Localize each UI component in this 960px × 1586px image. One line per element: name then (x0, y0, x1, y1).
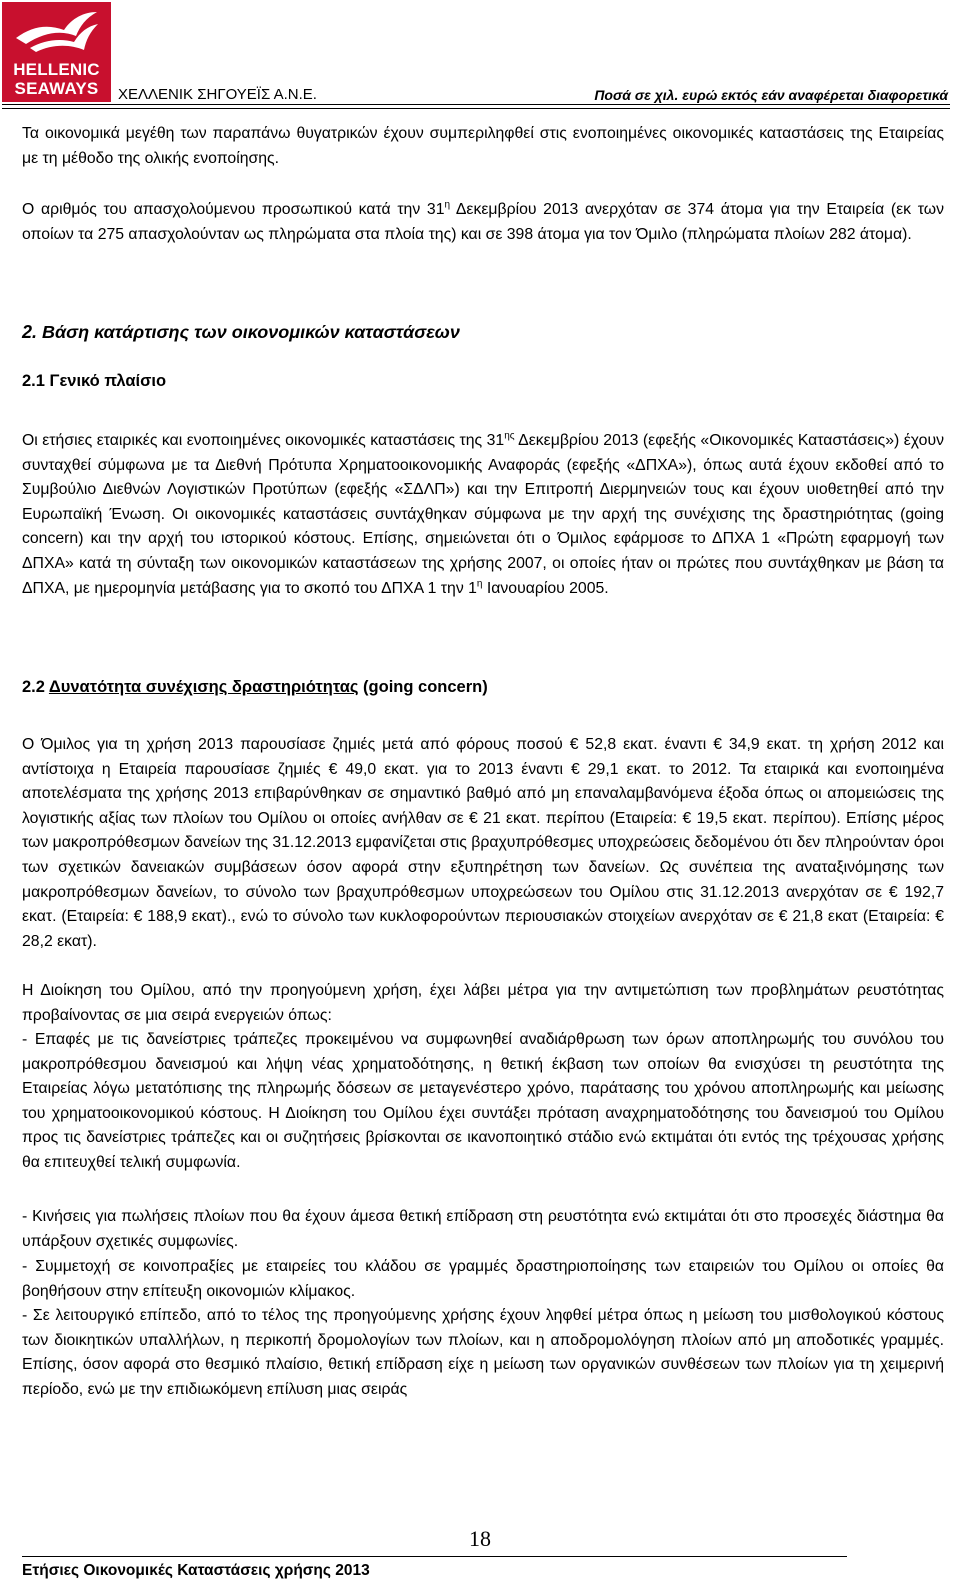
paragraph-general-framework (22, 429, 944, 601)
section-2-1-title: 2.1 Γενικό πλαίσιο (22, 372, 167, 390)
paragraph-staff (22, 198, 944, 247)
section-title-underlined: Δυνατότητα συνέχισης δραστηριότητας (48, 678, 359, 696)
currency-note: Ποσά σε χιλ. ευρώ εκτός εάν αναφέρεται διαφορετικά (594, 87, 948, 103)
footer-rule (22, 1556, 847, 1557)
text: Ο αριθμός του απασχολούμενου προσωπικού κατά την 31 (22, 201, 445, 218)
bullet-vessel-sales: - Κινήσεις για πωλήσεις πλοίων που θα έχουν άμεσα θετική επίδραση στη ρευστότητα ενώ εκτιμάται ότι στο προσεχές διάστημα θα υπάρξουν σχετικές συμφωνίες. (22, 1208, 944, 1250)
company-name: ΧΕΛΛΕΝΙΚ ΣΗΓΟΥΕΪΣ Α.Ν.Ε. (118, 86, 317, 103)
section-number: 2.2 (22, 678, 49, 696)
footer-text: Ετήσιες Οικονομικές Καταστάσεις χρήσης 2013 (22, 1562, 370, 1579)
header-rule (2, 104, 950, 105)
paragraph-subsidiaries: Τα οικονομικά μεγέθη των παραπάνω θυγατρικών έχουν συμπεριληφθεί στις ενοποιημένες οικονομικές καταστάσεις της Εταιρείας με τη μέθοδο της ολικής ενοποίησης. (22, 125, 944, 167)
bullet-operational-measures: - Σε λειτουργικό επίπεδο, από το τέλος της προηγούμενης χρήσης έχουν ληφθεί μέτρα όπως η μείωση του μισθολογικού κόστους των διοικητικών υπαλλήλων, η περικοπή δρομολογίων των πλοίων, και η αποδρομολόγηση πλοίων από μη αποδοτικές γραμμές. Επίσης, όσον αφορά στο θεσμικό πλαίσιο, θετική επίδραση είχε η μείωση των οργανικών συνθέσεων των πλοίων για τη χειμερινή περίοδο, ενώ με την επιδιωκόμενη επίλυση μιας σειράς (22, 1307, 944, 1398)
bullet-joint-ventures: - Συμμετοχή σε κοινοπραξίες με εταιρείες του κλάδου σε γραμμές δραστηριοποίησης των εταιρειών του Ομίλου οι οποίες θα βοηθήσουν στην επίτευξη οικονομιών κλίμακος. (22, 1258, 944, 1300)
bird-logo-icon (14, 8, 99, 56)
bullet-bank-negotiations: - Επαφές με τις δανείστριες τράπεζες προκειμένου να συμφωνηθεί αναδιάρθρωση των όρων αποπληρωμής του συνόλου του μακροπρόθεσμου δανεισμού και λήψη νέας χρηματοδότησης, η θετική έκβαση των οποίων θα ενισχύσει τη ρευστότητα της Εταιρείας λόγω μετατόπισης της πληρωμής δόσεων σε μεταγενέστερο χρόνο, παράτασης του χρόνου αποπληρωμής και μείωσης του χρηματοοικονομικού κόστους. Η Διοίκηση του Ομίλου έχει συντάξει πρόταση αναχρηματοδότησης του δανεισμού του Ομίλου προς τις δανείστριες τράπεζες και οι συζητήσεις βρίσκονται σε ικανοποιητικό στάδιο ενώ εκτιμάται ότι εντός της τρέχουσας χρήσης θα επιτευχθεί τελική συμφωνία. (22, 1031, 944, 1171)
section-title-rest: (going concern) (358, 678, 488, 696)
header-rule-thin (2, 108, 950, 109)
hellenic-seaways-logo (2, 2, 111, 102)
text: Δεκεμβρίου 2013 (εφεξής «Οικονομικές Καταστάσεις») έχουν συνταχθεί σύμφωνα με τα Διεθνή Πρότυπα Χρηματοοικονομικής Αναφοράς (εφεξής «ΔΠΧΑ»), όπως αυτά έχουν εκδοθεί από το Συμβούλιο Διεθνών Λογιστικών Προτύπων (εφεξής «ΣΔΛΠ») και την Επιτροπή Διερμηνειών τους και έχουν υιοθετηθεί από την Ευρωπαϊκή Ένωση. Οι οικονομικές καταστάσεις συντάχθηκαν σύμφωνα με την αρχή της συνέχισης της δραστηριότητας (going concern) και την αρχή του ιστορικού κόστους. Επίσης, σημειώνεται ότι ο Όμιλος εφάρμοσε το ΔΠΧΑ 1 «Πρώτη εφαρμογή των ΔΠΧΑ» κατά τη σύνταξη των οικονομικών καταστάσεων της χρήσης 2007, οι οποίες ήταν οι πρώτες που συντάχθηκαν με βάση τα ΔΠΧΑ, με ημερομηνία μετάβασης για το σκοπό του ΔΠΧΑ 1 την 1 (22, 432, 944, 597)
superscript: η (476, 578, 483, 590)
section-2-2-title (22, 678, 488, 697)
paragraph-losses: Ο Όμιλος για τη χρήση 2013 παρουσίασε ζημιές μετά από φόρους ποσού € 52,8 εκατ. έναντι € 34,9 εκατ. τη χρήση 2012 και αντίστοιχα η Εταιρεία παρουσίασε ζημιές € 49,0 εκατ. για το 2013 έναντι € 29,1 εκατ. το 2012. Τα εταιρικά και ενοποιημένα αποτελέσματα της χρήσης 2013 επιβαρύνθηκαν σε σημαντικό βαθμό από μη επαναλαμβανόμενα έξοδα όπως οι απομειώσεις της λογιστικής αξίας των πλοίων του Ομίλου οι οποίες ανήλθαν σε € 21 εκατ. περίπου (Εταιρεία: € 19,5 εκατ. περίπου). Επίσης μέρος των μακροπρόθεσμων δανείων της 31.12.2013 εμφανίζεται στις βραχυπρόθεσμες υποχρεώσεις δεδομένου ότι δεν πληρούνταν όροι των σχετικών δανειακών συμβάσεων όσον αφορά στην εξυπηρέτηση των δανείων. Ως συνέπεια της αναταξινόμησης των μακροπρόθεσμων δανείων, το σύνολο των βραχυπρόθεσμων υποχρεώσεων του Ομίλου στις 31.12.2013 ανερχόταν σε € 192,7 εκατ. (Εταιρεία: € 188,9 εκατ)., ενώ το σύνολο των κυκλοφορούντων περιουσιακών στοιχείων ανερχόταν σε € 21,8 εκατ (Εταιρεία: € 28,2 εκατ). (22, 736, 944, 950)
text: Οι ετήσιες εταιρικές και ενοποιημένες οικονομικές καταστάσεις της 31 (22, 432, 505, 449)
superscript: η (444, 199, 451, 211)
logo-line2: SEAWAYS (14, 79, 99, 98)
text: Ιανουαρίου 2005. (482, 579, 609, 597)
section-2-title: 2. Βάση κατάρτισης των οικονομικών καταστάσεων (22, 322, 460, 342)
text: Δεκεμβρίου 2013 ανερχόταν σε 374 άτομα για την Εταιρεία (εκ των οποίων τα 275 απασχολούνταν ως πληρώματα στα πλοία της) και σε 398 άτομα για τον Όμιλο (πληρώματα πλοίων 282 άτομα). (22, 201, 944, 243)
superscript: ης (504, 430, 515, 442)
page-number: 18 (469, 1526, 491, 1551)
logo-line1: HELLENIC (13, 60, 100, 79)
paragraph-management: Η Διοίκηση του Ομίλου, από την προηγούμενη χρήση, έχει λάβει μέτρα για την αντιμετώπιση των προβλημάτων ρευστότητας προβαίνοντας σε μια σειρά ενεργειών όπως: (22, 982, 944, 1024)
